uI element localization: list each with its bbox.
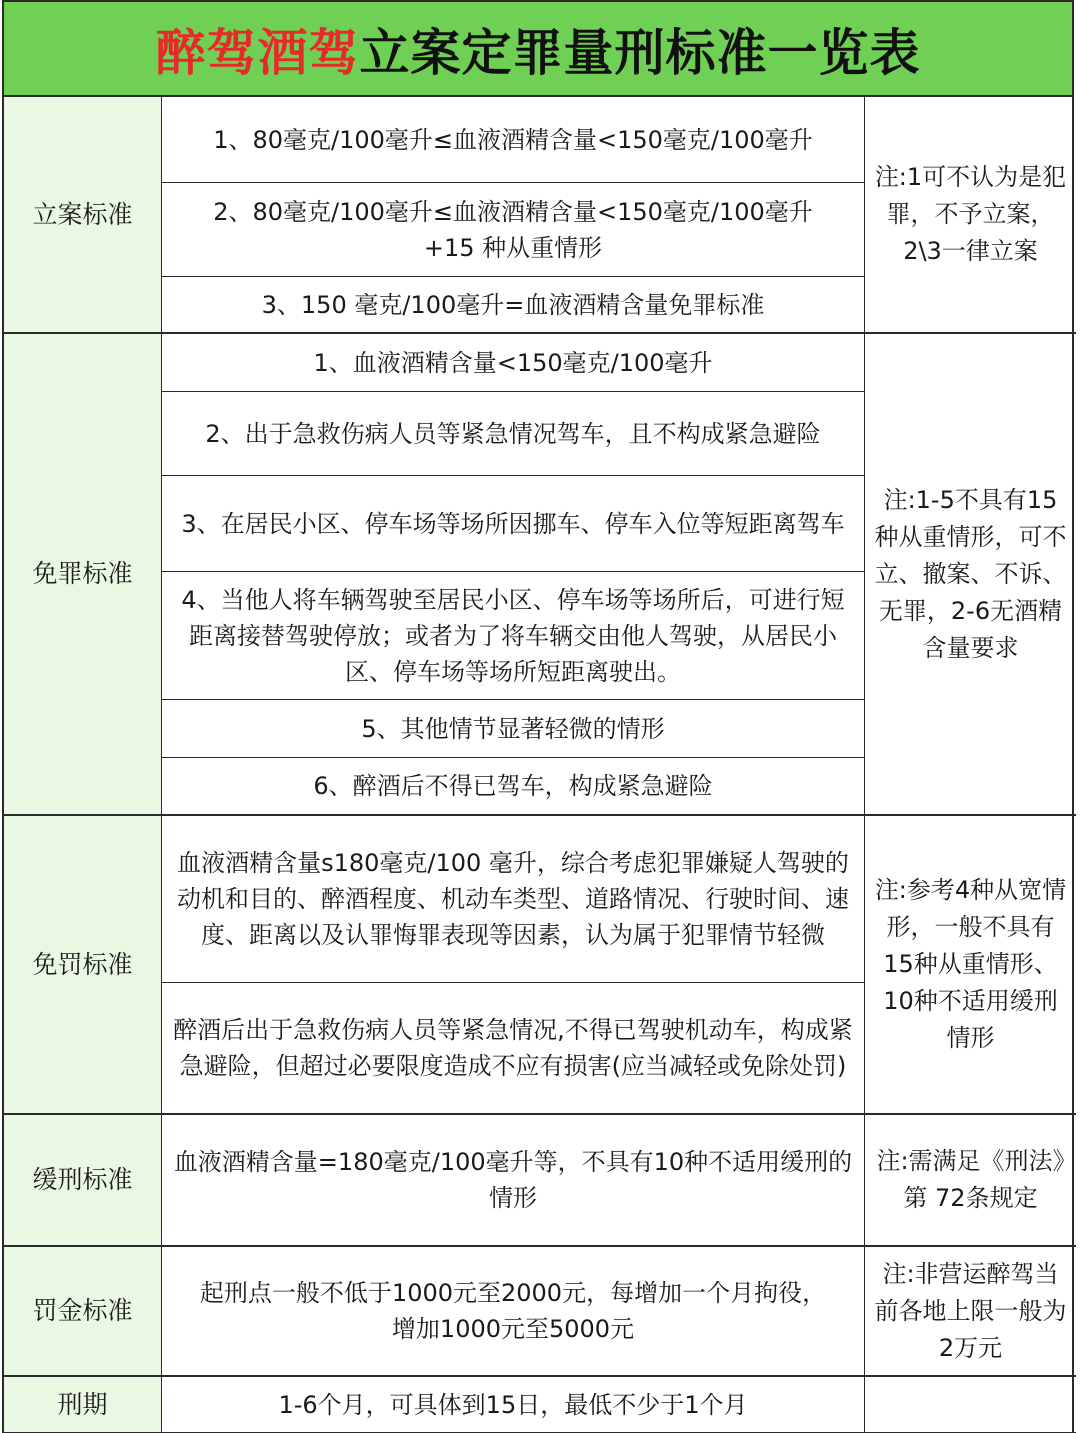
exempt-crime-item-4: 4、当他人将车辆驾驶至居民小区、停车场等场所后，可进行短距离接替驾驶停放；或者为了将车辆交由他人驾驶，从居民小区、停车场等场所短距离驶出。 — [162, 572, 865, 700]
standards-table — [2, 97, 1074, 1433]
exempt-crime-item-2: 2、出于急救伤病人员等紧急情况驾车，且不构成紧急避险 — [162, 392, 865, 476]
exempt-crime-item-3: 3、在居民小区、停车场等场所因挪车、停车入位等短距离驾车 — [162, 476, 865, 572]
filing-note: 注:1可不认为是犯罪，不予立案，2\3一律立案 — [865, 97, 1076, 334]
exempt-crime-note: 注:1-5不具有15种从重情形，可不立、撤案、不诉、无罪，2-6无酒精含量要求 — [865, 334, 1076, 816]
probation-item: 血液酒精含量=180毫克/100毫升等，不具有10种不适用缓刑的情形 — [162, 1115, 865, 1247]
category-fine: 罚金标准 — [4, 1247, 162, 1377]
exempt-crime-item-1: 1、血液酒精含量<150毫克/100毫升 — [162, 334, 865, 392]
title-main: 立案定罪量刑标准一览表 — [359, 23, 921, 82]
exempt-crime-item-6: 6、醉酒后不得已驾车，构成紧急避险 — [162, 758, 865, 816]
term-note — [865, 1377, 1076, 1433]
filing-item-3: 3、150 毫克/100毫升=血液酒精含量免罪标准 — [162, 277, 865, 334]
category-term: 刑期 — [4, 1377, 162, 1433]
category-exempt-penalty: 免罚标准 — [4, 816, 162, 1115]
page-title — [2, 0, 1074, 97]
category-probation: 缓刑标准 — [4, 1115, 162, 1247]
category-filing: 立案标准 — [4, 97, 162, 334]
exempt-penalty-note: 注:参考4种从宽情形，一般不具有15种从重情形、10种不适用缓刑情形 — [865, 816, 1076, 1115]
filing-item-2: 2、80毫克/100毫升≤血液酒精含量<150毫克/100毫升+15 种从重情形 — [162, 183, 865, 277]
title-highlight: 醉驾酒驾 — [155, 23, 360, 82]
exempt-penalty-item-2: 醉酒后出于急救伤病人员等紧急情况,不得已驾驶机动车，构成紧急避险，但超过必要限度造成不应有损害(应当减轻或免除处罚) — [162, 983, 865, 1115]
probation-note: 注:需满足《刑法》第 72条规定 — [865, 1115, 1076, 1247]
filing-item-1: 1、80毫克/100毫升≤血液酒精含量<150毫克/100毫升 — [162, 97, 865, 183]
term-item: 1-6个月，可具体到15日，最低不少于1个月 — [162, 1377, 865, 1433]
exempt-penalty-item-1: 血液酒精含量s180毫克/100 毫升，综合考虑犯罪嫌疑人驾驶的动机和目的、醉酒程度、机动车类型、道路情况、行驶时间、速度、距离以及认罪悔罪表现等因素，认为属于犯罪情节轻微 — [162, 816, 865, 983]
exempt-crime-item-5: 5、其他情节显著轻微的情形 — [162, 700, 865, 758]
fine-item: 起刑点一般不低于1000元至2000元，每增加一个月拘役，增加1000元至5000元 — [162, 1247, 865, 1377]
category-exempt-crime: 免罪标准 — [4, 334, 162, 816]
fine-note: 注:非营运醉驾当前各地上限一般为2万元 — [865, 1247, 1076, 1377]
